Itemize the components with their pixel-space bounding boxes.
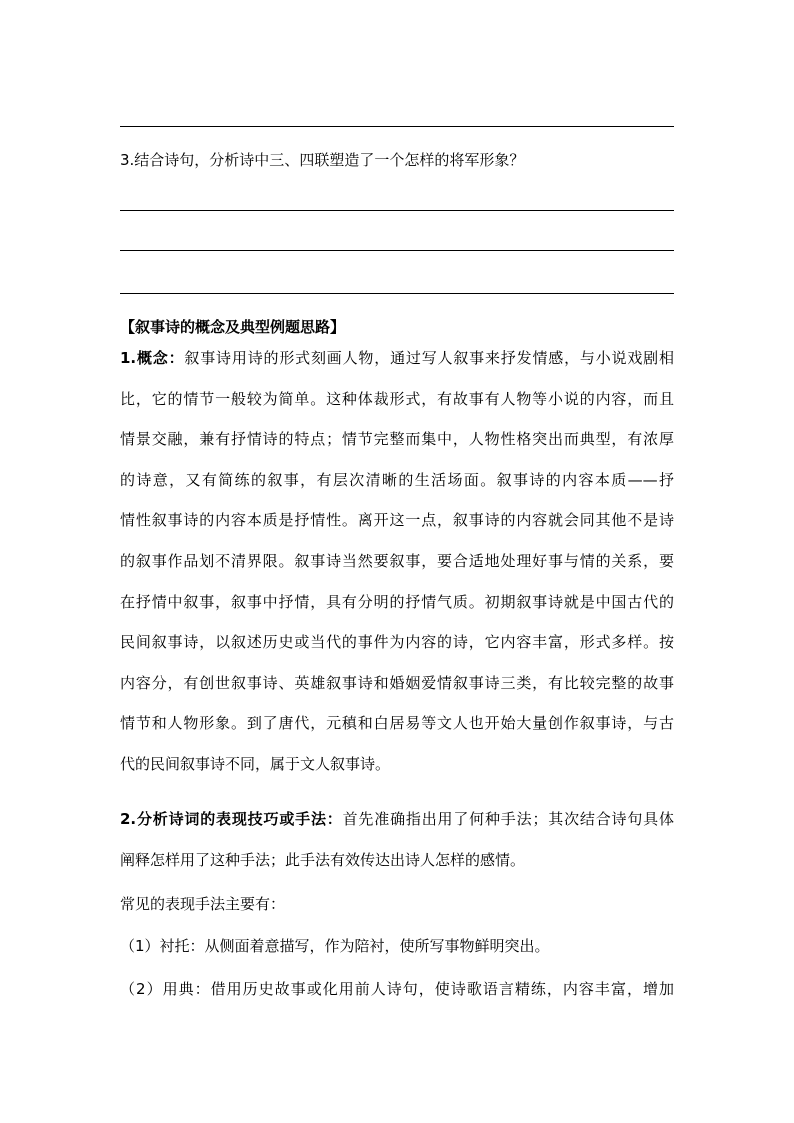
concept-line-10: 代的民间叙事诗不同，属于文人叙事诗。 [120,754,391,773]
concept-line-9: 情节和人物形象。到了唐代，元稹和白居易等文人也开始大量创作叙事诗，与古 [120,714,674,733]
common-item-1: （1）衬托：从侧面着意描写，作为陪衬，使所写事物鲜明突出。 [120,937,550,955]
answer-line [120,126,674,127]
concept-line-4: 情性叙事诗的内容本质是抒情性。离开这一点，叙事诗的内容就会同其他不是诗 [120,511,674,530]
common-intro: 常见的表现手法主要有： [120,895,286,913]
technique-paragraph [120,799,674,880]
common-item-2: （2）用典：借用历史故事或化用前人诗句，使诗歌语言精练，内容丰富，增加 [120,980,674,998]
concept-line-0: 1.概念：叙事诗用诗的形式刻画人物，通过写人叙事来抒发情感，与小说戏剧相 [120,349,674,367]
technique-line-1: 阐释怎样用了这种手法；此手法有效传达出诗人怎样的感情。 [120,850,526,869]
concept-lead: 1.概念： [120,349,185,367]
question-3: 3.结合诗句，分析诗中三、四联塑造了一个怎样的将军形象？ [120,151,525,169]
concept-line-8: 内容分，有创世叙事诗、英雄叙事诗和婚姻爱情叙事诗三类，有比较完整的故事 [120,673,674,692]
section-title: 【叙事诗的概念及典型例题思路】 [120,318,346,336]
concept-line-3: 的诗意，又有简练的叙事，有层次清晰的生活场面。叙事诗的内容本质——抒 [120,470,674,489]
concept-line-5: 的叙事作品划不清界限。叙事诗当然要叙事，要合适地处理好事与情的关系，要 [120,551,674,570]
technique-lead: 2.分析诗词的表现技巧或手法： [120,810,343,828]
technique-line-0: 2.分析诗词的表现技巧或手法：首先准确指出用了何种手法；其次结合诗句具体 [120,810,674,828]
concept-line-7: 民间叙事诗，以叙述历史或当代的事件为内容的诗，它内容丰富，形式多样。按 [120,633,674,652]
concept-paragraph [120,338,674,785]
concept-line-2: 情景交融，兼有抒情诗的特点；情节完整而集中，人物性格突出而典型，有浓厚 [120,430,674,449]
concept-line-1: 比，它的情节一般较为简单。这种体裁形式，有故事有人物等小说的内容，而且 [120,389,674,408]
answer-line [120,293,674,294]
answer-line [120,250,674,251]
answer-line [120,210,674,211]
concept-line-6: 在抒情中叙事，叙事中抒情，具有分明的抒情气质。初期叙事诗就是中国古代的 [120,592,674,611]
